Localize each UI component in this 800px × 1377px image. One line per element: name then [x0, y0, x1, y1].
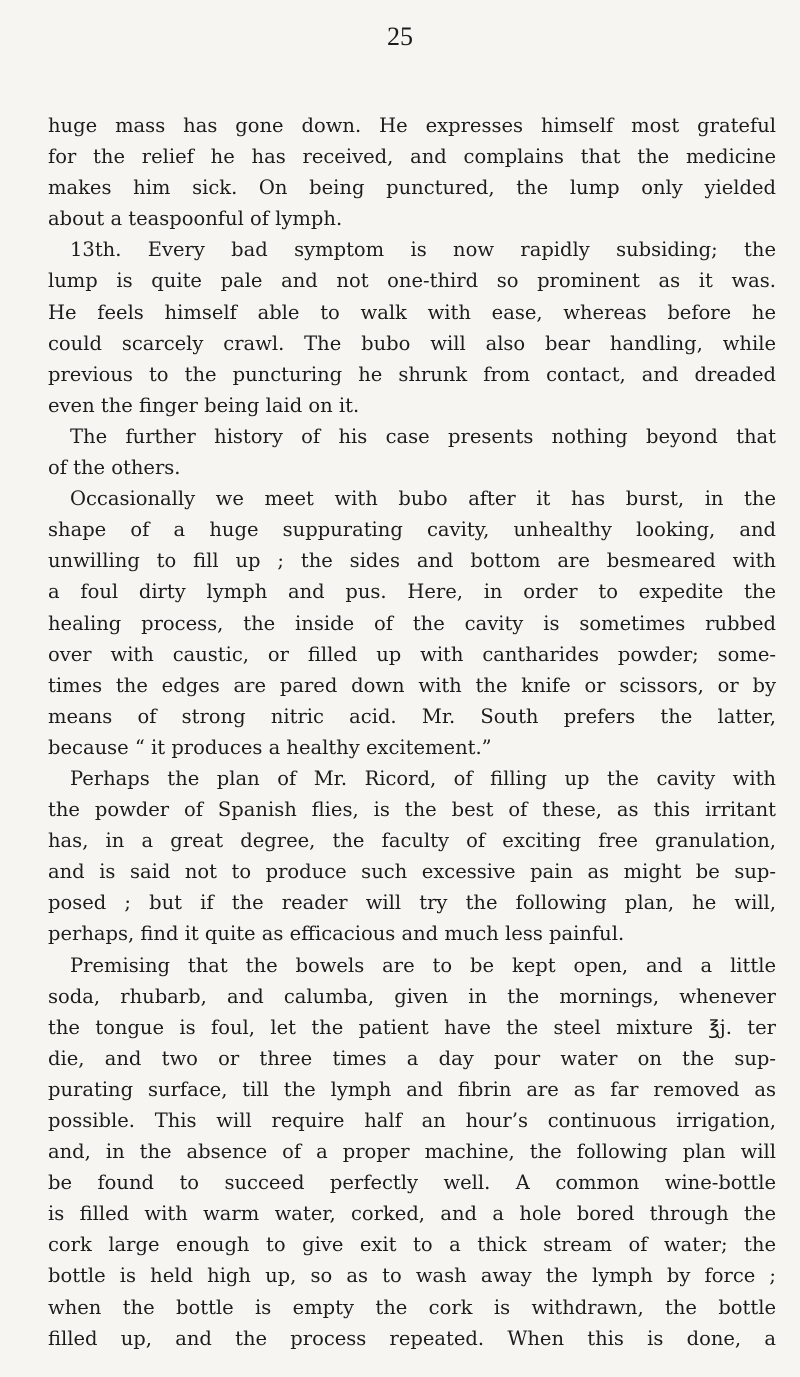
text-line: Perhaps the plan of Mr. Ricord, of filling up the cavity with: [70, 766, 776, 790]
text-line: even the finger being laid on it.: [48, 393, 360, 417]
text-line: makes him sick. On being punctured, the lump only yielded: [48, 176, 776, 200]
text-line: when the bottle is empty the cork is withdrawn, the bottle: [48, 1295, 776, 1319]
text-line: The further history of his case presents nothing beyond that: [70, 424, 776, 448]
text-line: a foul dirty lymph and pus. Here, in order to expedite the: [48, 580, 776, 604]
text-line: because “ it produces a healthy excitement.”: [48, 735, 492, 759]
text-line: 13th. Every bad symptom is now rapidly subsiding; the: [70, 238, 776, 262]
text-line: and is said not to produce such excessive pain as might be sup-: [48, 860, 776, 884]
text-line: over with caustic, or filled up with cantharides powder; some-: [48, 642, 776, 666]
text-line: filled up, and the process repeated. When this is done, a: [48, 1326, 776, 1350]
body-text: [48, 110, 776, 1354]
text-line: die, and two or three times a day pour water on the sup-: [48, 1046, 776, 1070]
text-line: and, in the absence of a proper machine, the following plan will: [48, 1140, 776, 1164]
text-line: posed ; but if the reader will try the following plan, he will,: [48, 891, 776, 915]
text-line: healing process, the inside of the cavity is sometimes rubbed: [48, 611, 776, 635]
text-line: purating surface, till the lymph and fibrin are as far removed as: [48, 1077, 776, 1101]
text-line: is filled with warm water, corked, and a hole bored through the: [48, 1202, 776, 1226]
text-line: Occasionally we meet with bubo after it has burst, in the: [70, 487, 776, 511]
text-line: times the edges are pared down with the knife or scissors, or by: [48, 673, 776, 697]
text-line: cork large enough to give exit to a thick stream of water; the: [48, 1233, 776, 1257]
text-line: possible. This will require half an hour’s continuous irrigation,: [48, 1109, 776, 1132]
text-line: the tongue is foul, let the patient have the steel mixture ℥j. ter: [48, 1015, 776, 1039]
text-line: has, in a great degree, the faculty of exciting free granulation,: [48, 829, 776, 853]
text-line: previous to the puncturing he shrunk from contact, and dreaded: [48, 362, 776, 386]
text-line: shape of a huge suppurating cavity, unhealthy looking, and: [48, 518, 776, 542]
text-line: perhaps, find it quite as efficacious and much less painful.: [48, 922, 625, 946]
text-line: unwilling to fill up ; the sides and bottom are besmeared with: [48, 549, 776, 573]
text-line: soda, rhubarb, and calumba, given in the mornings, whenever: [48, 984, 776, 1008]
text-line: be found to succeed perfectly well. A common wine-bottle: [48, 1171, 776, 1195]
text-line: of the others.: [48, 456, 181, 480]
text-line: He feels himself able to walk with ease, whereas before he: [48, 300, 776, 324]
text-line: means of strong nitric acid. Mr. South prefers the latter,: [48, 704, 776, 728]
text-line: about a teaspoonful of lymph.: [48, 207, 343, 231]
text-line: could scarcely crawl. The bubo will also bear handling, while: [48, 331, 776, 355]
text-line: lump is quite pale and not one-third so prominent as it was.: [48, 269, 776, 293]
text-line: huge mass has gone down. He expresses himself most grateful: [48, 114, 776, 137]
page-number: 25: [387, 22, 413, 51]
text-line: Premising that the bowels are to be kept open, and a little: [70, 953, 776, 977]
text-line: the powder of Spanish flies, is the best of these, as this irritant: [48, 798, 776, 822]
text-line: for the relief he has received, and complains that the medicine: [48, 145, 776, 169]
text-line: bottle is held high up, so as to wash away the lymph by force ;: [48, 1264, 776, 1288]
